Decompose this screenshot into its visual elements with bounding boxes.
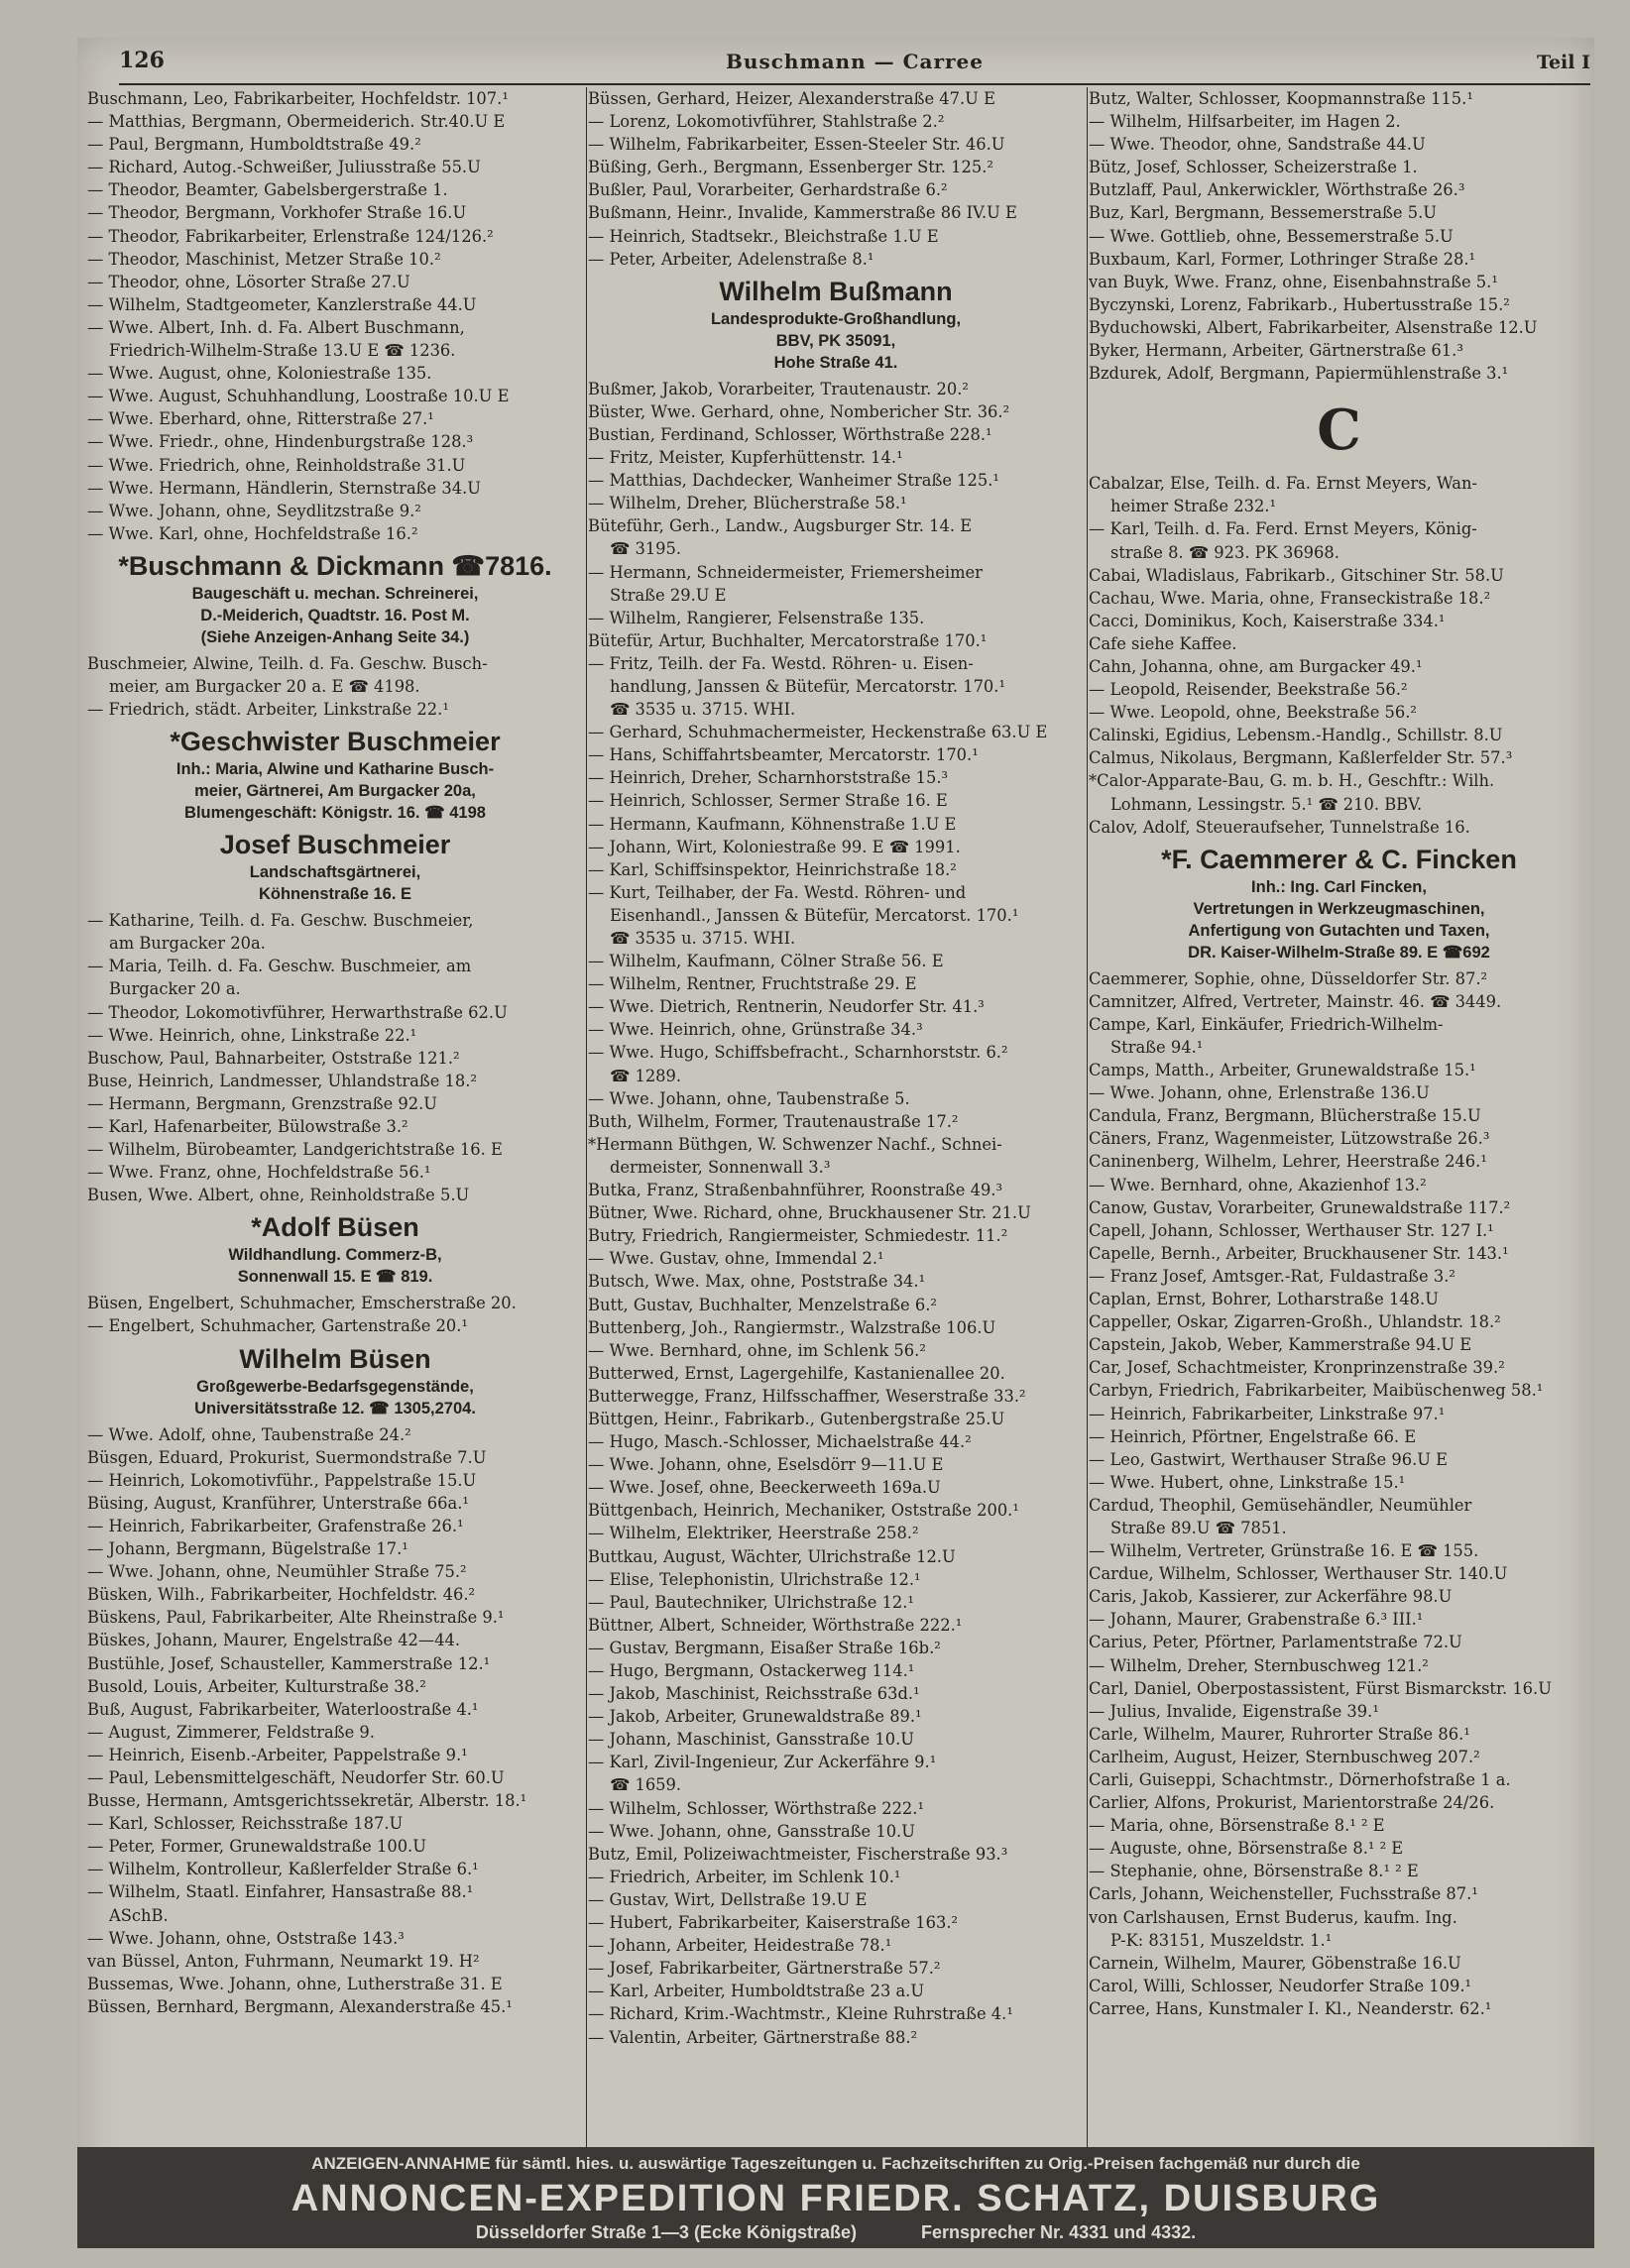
banner-line-3 (77, 2220, 1594, 2244)
directory-entry: Büskes, Johann, Maurer, Engelstraße 42—44. (87, 1631, 461, 1650)
directory-entry: — Karl, Schlosser, Reichsstraße 187.U (87, 1814, 404, 1834)
directory-entry: Büssen, Bernhard, Bergmann, Alexanderstraße 45.¹ (87, 1996, 513, 2016)
directory-entry-continuation: ☎ 3535 u. 3715. WHI. (610, 929, 796, 948)
directory-entry-continuation: ☎ 1289. (610, 1066, 682, 1085)
directory-entry-continuation: Friedrich-Wilhelm-Straße 13.U E ☎ 1236. (109, 341, 456, 361)
directory-entry: — Wilhelm, Kontrolleur, Kaßlerfelder Straße 6.¹ (87, 1860, 479, 1879)
directory-entry: — Johann, Arbeiter, Heidestraße 78.¹ (588, 1936, 892, 1956)
directory-entry: — Wwe. Friedrich, ohne, Reinholdstraße 31.U (87, 455, 466, 475)
directory-entry: Buttenberg, Joh., Rangiermstr., Walzstraße 106.U (588, 1317, 996, 1337)
directory-entry: — Wwe. Gustav, ohne, Immendal 2.¹ (588, 1249, 884, 1269)
directory-entry: — Heinrich, Lokomotivführ., Pappelstraße 15.U (87, 1470, 477, 1490)
directory-entry: — Wwe. Bernhard, ohne, im Schlenk 56.² (588, 1340, 926, 1360)
directory-entry: — Leopold, Reisender, Beekstraße 56.² (1089, 680, 1408, 700)
directory-entry: Car, Josef, Schachtmeister, Kronprinzenstraße 39.² (1089, 1358, 1505, 1378)
directory-entry: Büttgenbach, Heinrich, Mechaniker, Oststraße 200.¹ (588, 1501, 1019, 1521)
directory-entry: Butka, Franz, Straßenbahnführer, Roonstraße 49.³ (588, 1181, 1003, 1200)
directory-entry: — Lorenz, Lokomotivführer, Stahlstraße 2.² (588, 112, 945, 132)
business-advertisement (87, 1210, 583, 1288)
directory-entry-continuation: P-K: 83151, Muszeldstr. 1.¹ (1110, 1930, 1333, 1950)
directory-entry: — Hermann, Schneidermeister, Friemersheimer (588, 562, 983, 582)
directory-entry: — Maria, ohne, Börsenstraße 8.¹ ² E (1089, 1816, 1385, 1836)
column-2 (588, 87, 1084, 2149)
directory-entry: Calmus, Nikolaus, Bergmann, Kaßlerfelder Str. 57.³ (1089, 748, 1513, 768)
directory-entry: Canow, Gustav, Vorarbeiter, Grunewaldstraße 117.² (1089, 1197, 1511, 1217)
business-name: *Adolf Büsen (251, 1212, 419, 1243)
directory-entry: — Karl, Arbeiter, Humboldtstraße 23 a.U (588, 1982, 925, 2001)
directory-entry: Bußmer, Jakob, Vorarbeiter, Trautenaustr. 20.² (588, 379, 969, 398)
directory-entry: — Wwe. Johann, ohne, Seydlitzstraße 9.² (87, 501, 421, 520)
directory-entry: — Friedrich, städt. Arbeiter, Linkstraße 22.¹ (87, 700, 449, 720)
directory-entry: — Wilhelm, Rangierer, Felsenstraße 135. (588, 608, 925, 627)
directory-entry: Cabalzar, Else, Teilh. d. Fa. Ernst Meyers, Wan- (1089, 474, 1477, 494)
directory-entry: — Theodor, Lokomotivführer, Herwarthstraße 62.U (87, 1002, 508, 1022)
directory-entry: Bussemas, Wwe. Johann, ohne, Lutherstraße 31. E (87, 1974, 503, 1993)
directory-entry: Byduchowski, Albert, Fabrikarbeiter, Alsenstraße 12.U (1089, 317, 1538, 337)
directory-entry: Butterwegge, Franz, Hilfsschaffner, Weserstraße 33.² (588, 1386, 1026, 1406)
directory-entry: Carle, Wilhelm, Maurer, Ruhrorter Straße 86.¹ (1089, 1724, 1470, 1744)
directory-entry: — Wwe. Gottlieb, ohne, Bessemerstraße 5.U (1089, 226, 1454, 246)
directory-entry: — Wwe. Josef, ohne, Beeckerweeth 169a.U (588, 1478, 941, 1498)
directory-entry: Cacci, Dominikus, Koch, Kaiserstraße 334.¹ (1089, 611, 1446, 630)
directory-entry: Büster, Wwe. Gerhard, ohne, Nombericher Str. 36.² (588, 401, 1010, 421)
directory-entry: — Wwe. Johann, ohne, Gansstraße 10.U (588, 1821, 915, 1841)
directory-entry: Capelle, Bernh., Arbeiter, Bruckhausener Str. 143.¹ (1089, 1243, 1509, 1263)
directory-entry: Buschmann, Leo, Fabrikarbeiter, Hochfeldstr. 107.¹ (87, 89, 509, 108)
directory-entry: Candula, Franz, Bergmann, Blücherstraße 15.U (1089, 1106, 1481, 1126)
directory-entry: Butry, Friedrich, Rangiermeister, Schmiedestr. 11.² (588, 1226, 1008, 1246)
business-detail: Inh.: Maria, Alwine und Katharine Busch- (175, 760, 495, 779)
directory-entry: Buschmeier, Alwine, Teilh. d. Fa. Geschw. Busch- (87, 653, 488, 673)
directory-entry: — Franz Josef, Amtsger.-Rat, Fuldastraße 3.² (1089, 1266, 1455, 1286)
banner-line-1: ANZEIGEN-ANNAHME für sämtl. hies. u. auswärtige Tageszeitungen u. Fachzeitschriften zu Orig.-Preisen fachgemäß nur durch die (311, 2154, 1360, 2173)
directory-entry: — Maria, Teilh. d. Fa. Geschw. Buschmeier, am (87, 957, 472, 976)
directory-entry: Bzdurek, Adolf, Bergmann, Papiermühlenstraße 3.¹ (1089, 364, 1509, 384)
directory-entry: Calinski, Egidius, Lebensm.-Handlg., Schillstr. 8.U (1089, 726, 1503, 745)
business-detail: Baugeschäft u. mechan. Schreinerei, (191, 584, 479, 603)
directory-entry: — Wilhelm, Bürobeamter, Landgerichtstraße 16. E (87, 1140, 503, 1160)
directory-entry: — Wilhelm, Dreher, Blücherstraße 58.¹ (588, 494, 907, 513)
business-advertisement (87, 725, 583, 824)
directory-entry: Caris, Jakob, Kassierer, zur Ackerfähre 98.U (1089, 1587, 1453, 1607)
directory-entry: Buttkau, August, Wächter, Ulrichstraße 12.U (588, 1546, 956, 1566)
directory-entry: — Hugo, Bergmann, Ostackerweg 114.¹ (588, 1661, 915, 1680)
directory-entry: *Hermann Büthgen, W. Schwenzer Nachf., Schnei- (588, 1134, 1002, 1154)
directory-entry: — Katharine, Teilh. d. Fa. Geschw. Buschmeier, (87, 911, 474, 931)
directory-entry: — Gustav, Bergmann, Eisaßer Straße 16b.² (588, 1638, 941, 1657)
directory-entry: Bütner, Wwe. Richard, ohne, Bruckhausener Str. 21.U (588, 1203, 1031, 1223)
directory-entry: — Leo, Gastwirt, Werthauser Straße 96.U E (1089, 1449, 1449, 1469)
directory-entry: Büsken, Wilh., Fabrikarbeiter, Hochfeldstr. 46.² (87, 1585, 476, 1605)
directory-entry: — Wwe. August, Schuhhandlung, Loostraße 10.U E (87, 387, 510, 406)
business-advertisement (87, 1342, 583, 1419)
directory-entry: — Hubert, Fabrikarbeiter, Kaiserstraße 163.² (588, 1913, 959, 1933)
directory-entry: — Wwe. Adolf, ohne, Taubenstraße 24.² (87, 1424, 411, 1444)
directory-entry: Buse, Heinrich, Landmesser, Uhlandstraße 18.² (87, 1071, 477, 1090)
directory-entry: Cahn, Johanna, ohne, am Burgacker 49.¹ (1089, 656, 1423, 676)
directory-entry: Butt, Gustav, Buchhalter, Menzelstraße 6.² (588, 1295, 937, 1314)
directory-entry: — Heinrich, Dreher, Scharnhorststraße 15.³ (588, 768, 949, 788)
directory-entry: Büssen, Gerhard, Heizer, Alexanderstraße 47.U E (588, 89, 995, 108)
directory-entry: Capstein, Jakob, Weber, Kammerstraße 94.U E (1089, 1335, 1472, 1355)
business-detail: Landschaftsgärtnerei, (249, 863, 421, 882)
directory-entry: Bußmann, Heinr., Invalide, Kammerstraße 86 IV.U E (588, 203, 1017, 223)
page-number: 126 (119, 48, 165, 73)
directory-entry: Caemmerer, Sophie, ohne, Düsseldorfer Str. 87.² (1089, 968, 1488, 988)
directory-entry: — Wwe. Hugo, Schiffsbefracht., Scharnhorststr. 6.² (588, 1043, 1008, 1063)
directory-entry: Büsgen, Eduard, Prokurist, Suermondstraße 7.U (87, 1447, 487, 1467)
directory-entry: Büteführ, Gerh., Landw., Augsburger Str. 14. E (588, 516, 973, 536)
directory-entry: — Wilhelm, Dreher, Sternbuschweg 121.² (1089, 1655, 1429, 1675)
directory-entry: — Hugo, Masch.-Schlosser, Michaelstraße 44.² (588, 1432, 972, 1452)
directory-entry: — Wwe. Hermann, Händlerin, Sternstraße 34.U (87, 478, 481, 498)
directory-entry-continuation: dermeister, Sonnenwall 3.³ (610, 1157, 831, 1177)
directory-entry-continuation: Straße 29.U E (610, 585, 727, 605)
directory-entry: Carlier, Alfons, Prokurist, Marientorstraße 24/26. (1089, 1793, 1495, 1813)
directory-entry: Büskens, Paul, Fabrikarbeiter, Alte Rheinstraße 9.¹ (87, 1608, 505, 1628)
directory-entry: Camps, Matth., Arbeiter, Grunewaldstraße 15.¹ (1089, 1061, 1476, 1080)
directory-entry: — Wilhelm, Schlosser, Wörthstraße 222.¹ (588, 1798, 924, 1818)
directory-entry-continuation: Straße 89.U ☎ 7851. (1110, 1518, 1287, 1537)
banner-address: Düsseldorfer Straße 1—3 (Ecke Königstraße) (475, 2222, 857, 2242)
directory-entry: — Wwe. Johann, ohne, Neumühler Straße 75.² (87, 1562, 467, 1582)
directory-page (77, 38, 1594, 2248)
banner-line-2: ANNONCEN-EXPEDITION FRIEDR. SCHATZ, DUISBURG (291, 2178, 1381, 2219)
directory-entry: — Gustav, Wirt, Dellstraße 19.U E (588, 1889, 868, 1909)
directory-entry: — Kurt, Teilhaber, der Fa. Westd. Röhren- und (588, 882, 967, 902)
directory-entry: — Peter, Former, Grunewaldstraße 100.U (87, 1837, 426, 1857)
directory-entry: Busse, Hermann, Amtsgerichtssekretär, Alberstr. 18.¹ (87, 1791, 527, 1811)
directory-entry: — Karl, Schiffsinspektor, Heinrichstraße 18.² (588, 859, 957, 879)
directory-entry-continuation: ☎ 1659. (610, 1775, 682, 1795)
directory-entry: — Johann, Maschinist, Gansstraße 10.U (588, 1730, 915, 1750)
directory-entry: — Heinrich, Pförtner, Engelstraße 66. E (1089, 1426, 1417, 1446)
directory-entry: — Elise, Telephonistin, Ulrichstraße 12.¹ (588, 1569, 921, 1589)
business-name: Wilhelm Büsen (239, 1343, 431, 1374)
business-advertisement (87, 828, 583, 905)
directory-entry: — Heinrich, Fabrikarbeiter, Linkstraße 97.¹ (1089, 1404, 1446, 1423)
directory-entry: — Johann, Bergmann, Bügelstraße 17.¹ (87, 1539, 408, 1559)
directory-entry: — Wilhelm, Stadtgeometer, Kanzlerstraße 44.U (87, 294, 477, 314)
directory-entry: Cabai, Wladislaus, Fabrikarb., Gitschiner Str. 58.U (1089, 565, 1504, 585)
directory-entry: Busold, Louis, Arbeiter, Kulturstraße 38.² (87, 1676, 426, 1696)
directory-entry: — Wwe. Leopold, ohne, Beekstraße 56.² (1089, 703, 1417, 723)
directory-entry: Bütefür, Artur, Buchhalter, Mercatorstraße 170.¹ (588, 630, 988, 650)
business-detail: BBV, PK 35091, (775, 331, 896, 350)
business-detail: Vertretungen in Werkzeugmaschinen, (1193, 899, 1485, 918)
directory-entry: Bustühle, Josef, Schausteller, Kammerstraße 12.¹ (87, 1653, 491, 1673)
directory-entry: — Theodor, Bergmann, Vorkhofer Straße 16.U (87, 203, 467, 223)
directory-entry: Bütz, Josef, Schlosser, Scheizerstraße 1. (1089, 158, 1418, 177)
section-letter: C (1317, 397, 1361, 464)
business-detail: Landesprodukte-Großhandlung, (710, 309, 962, 328)
directory-entry: Buz, Karl, Bergmann, Bessemerstraße 5.U (1089, 203, 1437, 223)
directory-entry: — Wilhelm, Fabrikarbeiter, Essen-Steeler Str. 46.U (588, 135, 1005, 155)
directory-entry: — Wwe. Eberhard, ohne, Ritterstraße 27.¹ (87, 409, 434, 429)
directory-entry: — Wwe. Franz, ohne, Hochfeldstraße 56.¹ (87, 1163, 431, 1183)
directory-entry: — Heinrich, Eisenb.-Arbeiter, Pappelstraße 9.¹ (87, 1745, 468, 1764)
directory-entry: van Buyk, Wwe. Franz, ohne, Eisenbahnstraße 5.¹ (1089, 272, 1498, 291)
directory-entry: — Fritz, Meister, Kupferhüttenstr. 14.¹ (588, 448, 903, 468)
directory-entry: Carnein, Wilhelm, Maurer, Göbenstraße 16.U (1089, 1953, 1461, 1973)
directory-entry: — Wilhelm, Elektriker, Heerstraße 258.² (588, 1524, 919, 1543)
directory-entry: — Wilhelm, Staatl. Einfahrer, Hansastraße 88.¹ (87, 1882, 474, 1902)
business-name: Josef Buschmeier (219, 830, 451, 860)
directory-entry: Cardud, Theophil, Gemüsehändler, Neumühler (1089, 1495, 1472, 1515)
column-divider (586, 87, 587, 2149)
directory-entry: Camnitzer, Alfred, Vertreter, Mainstr. 46. ☎ 3449. (1089, 991, 1502, 1011)
directory-entry-continuation: ☎ 3535 u. 3715. WHI. (610, 700, 796, 720)
directory-entry: — Fritz, Teilh. der Fa. Westd. Röhren- u. Eisen- (588, 653, 974, 673)
directory-entry-continuation: Burgacker 20 a. (109, 979, 241, 999)
directory-entry: Calov, Adolf, Steueraufseher, Tunnelstraße 16. (1089, 817, 1470, 837)
business-detail: DR. Kaiser-Wilhelm-Straße 89. E ☎692 (1188, 943, 1490, 962)
business-detail: (Siehe Anzeigen-Anhang Seite 34.) (200, 627, 470, 646)
directory-entry: — August, Zimmerer, Feldstraße 9. (87, 1722, 375, 1742)
directory-entry: — Paul, Lebensmittelgeschäft, Neudorfer Str. 60.U (87, 1767, 505, 1787)
directory-entry: Buth, Wilhelm, Former, Trautenaustraße 17.² (588, 1111, 959, 1131)
directory-entry: Carree, Hans, Kunstmaler I. Kl., Neanderstr. 62.¹ (1089, 1998, 1492, 2018)
directory-entry: Butz, Emil, Polizeiwachtmeister, Fischerstraße 93.³ (588, 1844, 1008, 1864)
directory-entry: — Hans, Schiffahrtsbeamter, Mercatorstr. 170.¹ (588, 745, 979, 765)
column-3 (1089, 87, 1589, 2149)
directory-entry: Capell, Johann, Schlosser, Werthauser Str. 127 I.¹ (1089, 1220, 1494, 1240)
directory-entry: — Johann, Maurer, Grabenstraße 6.³ III.¹ (1089, 1610, 1424, 1630)
directory-entry: — Theodor, Fabrikarbeiter, Erlenstraße 124/126.² (87, 226, 494, 246)
banner-phone: Fernsprecher Nr. 4331 und 4332. (921, 2222, 1197, 2242)
directory-entry: Carls, Johann, Weichensteller, Fuchsstraße 87.¹ (1089, 1884, 1478, 1904)
directory-entry-continuation: meier, am Burgacker 20 a. E ☎ 4198. (109, 676, 420, 696)
directory-entry: Butsch, Wwe. Max, ohne, Poststraße 34.¹ (588, 1272, 926, 1292)
business-detail: Hohe Straße 41. (773, 353, 898, 372)
directory-entry: — Jakob, Maschinist, Reichsstraße 63d.¹ (588, 1684, 920, 1704)
directory-entry: — Paul, Bautechniker, Ulrichstraße 12.¹ (588, 1592, 914, 1612)
directory-entry: Cafe siehe Kaffee. (1089, 633, 1237, 653)
directory-entry: — Wwe. Heinrich, ohne, Grünstraße 34.³ (588, 1020, 923, 1040)
directory-entry: — Wwe. Dietrich, Rentnerin, Neudorfer Str. 41.³ (588, 997, 985, 1017)
directory-entry: Butz, Walter, Schlosser, Koopmannstraße 115.¹ (1089, 89, 1473, 108)
business-name: *Buschmann & Dickmann ☎7816. (118, 550, 552, 581)
directory-entry: — Karl, Zivil-Ingenieur, Zur Ackerfähre 9.¹ (588, 1753, 937, 1772)
business-detail: Universitätsstraße 12. ☎ 1305,2704. (194, 1399, 476, 1418)
directory-entry: Büsing, August, Kranführer, Unterstraße 66a.¹ (87, 1493, 469, 1513)
directory-entry: von Carlshausen, Ernst Buderus, kaufm. Ing. (1089, 1907, 1457, 1927)
directory-entry: Buxbaum, Karl, Former, Lothringer Straße 28.¹ (1089, 249, 1476, 269)
directory-entry-continuation: heimer Straße 232.¹ (1110, 497, 1277, 516)
directory-entry: — Engelbert, Schuhmacher, Gartenstraße 20.¹ (87, 1316, 468, 1336)
directory-entry: — Heinrich, Stadtsekr., Bleichstraße 1.U E (588, 226, 939, 246)
directory-entry-continuation: Straße 94.¹ (1110, 1038, 1204, 1057)
directory-entry: Bustian, Ferdinand, Schlosser, Wörthstraße 228.¹ (588, 424, 992, 444)
directory-entry: — Wwe. Johann, ohne, Taubenstraße 5. (588, 1088, 910, 1108)
directory-entry: — Richard, Krim.-Wachtmstr., Kleine Ruhrstraße 4.¹ (588, 2004, 1013, 2024)
directory-entry-continuation: ASchB. (109, 1905, 169, 1925)
directory-entry: — Matthias, Dachdecker, Wanheimer Straße 125.¹ (588, 471, 999, 491)
business-name: Wilhelm Bußmann (719, 276, 953, 306)
directory-entry: Campe, Karl, Einkäufer, Friedrich-Wilhelm- (1089, 1014, 1444, 1034)
directory-entry: — Heinrich, Schlosser, Sermer Straße 16. E (588, 791, 948, 811)
business-name: *Geschwister Buschmeier (170, 727, 501, 757)
directory-entry-continuation: am Burgacker 20a. (109, 934, 266, 954)
directory-entry: Carlheim, August, Heizer, Sternbuschweg 207.² (1089, 1747, 1480, 1766)
directory-entry: — Johann, Wirt, Koloniestraße 99. E ☎ 1991. (588, 837, 961, 856)
page-title: Buschmann — Carree (726, 50, 984, 73)
directory-entry: — Wilhelm, Hilfsarbeiter, im Hagen 2. (1089, 112, 1401, 132)
directory-entry: — Wwe. Albert, Inh. d. Fa. Albert Buschmann, (87, 317, 465, 337)
directory-entry: Buß, August, Fabrikarbeiter, Waterloostraße 4.¹ (87, 1699, 479, 1719)
directory-entry: — Wwe. Johann, ohne, Eselsdörr 9—11.U E (588, 1455, 944, 1475)
directory-entry: — Wwe. Karl, ohne, Hochfeldstraße 16.² (87, 523, 418, 543)
directory-entry: — Wwe. Heinrich, ohne, Linkstraße 22.¹ (87, 1025, 417, 1045)
directory-entry: — Wilhelm, Vertreter, Grünstraße 16. E ☎ 155. (1089, 1541, 1479, 1561)
directory-entry: Carl, Daniel, Oberpostassistent, Fürst Bismarckstr. 16.U (1089, 1678, 1552, 1698)
directory-entry: — Heinrich, Fabrikarbeiter, Grafenstraße 26.¹ (87, 1516, 464, 1535)
directory-entry: — Richard, Autog.-Schweißer, Juliusstraße 55.U (87, 158, 481, 177)
directory-entry: — Karl, Hafenarbeiter, Bülowstraße 3.² (87, 1117, 408, 1136)
directory-entry: — Julius, Invalide, Eigenstraße 39.¹ (1089, 1701, 1379, 1721)
business-name: *F. Caemmerer & C. Fincken (1161, 844, 1517, 874)
directory-entry-continuation: Lohmann, Lessingstr. 5.¹ ☎ 210. BBV. (1110, 794, 1423, 814)
directory-entry: — Wwe. Bernhard, ohne, Akazienhof 13.² (1089, 1175, 1427, 1194)
directory-entry: — Matthias, Bergmann, Obermeiderich. Str.40.U E (87, 112, 506, 132)
directory-entry: Byker, Hermann, Arbeiter, Gärtnerstraße 61.³ (1089, 341, 1463, 361)
directory-entry: — Wwe. Johann, ohne, Erlenstraße 136.U (1089, 1083, 1430, 1103)
advertisement-banner (77, 2147, 1594, 2248)
directory-entry: Cäners, Franz, Wagenmeister, Lützowstraße 26.³ (1089, 1129, 1490, 1149)
directory-entry: — Paul, Bergmann, Humboldtstraße 49.² (87, 135, 421, 155)
column-divider (1087, 87, 1088, 2149)
business-detail: D.-Meiderich, Quadtstr. 16. Post M. (200, 606, 470, 624)
directory-entry: — Friedrich, Arbeiter, im Schlenk 10.¹ (588, 1867, 901, 1886)
directory-entry: Büsen, Engelbert, Schuhmacher, Emscherstraße 20. (87, 1294, 517, 1313)
business-advertisement (1089, 843, 1589, 964)
directory-entry: Caninenberg, Wilhelm, Lehrer, Heerstraße 246.¹ (1089, 1152, 1487, 1172)
business-detail: Anfertigung von Gutachten und Taxen, (1188, 921, 1490, 940)
directory-entry: — Wilhelm, Kaufmann, Cölner Straße 56. E (588, 952, 944, 971)
business-detail: Inh.: Ing. Carl Fincken, (1251, 877, 1427, 896)
directory-entry: Butterwed, Ernst, Lagergehilfe, Kastanienallee 20. (588, 1363, 1005, 1383)
directory-entry: — Theodor, Maschinist, Metzer Straße 10.² (87, 249, 441, 269)
directory-entry: — Valentin, Arbeiter, Gärtnerstraße 88.² (588, 2027, 918, 2047)
business-detail: Blumengeschäft: Königstr. 16. ☎ 4198 (184, 804, 486, 823)
directory-entry: Bußler, Paul, Vorarbeiter, Gerhardstraße 6.² (588, 180, 948, 200)
directory-entry: Carius, Peter, Pförtner, Parlamentstraße 72.U (1089, 1633, 1462, 1652)
directory-entry: Busen, Wwe. Albert, ohne, Reinholdstraße 5.U (87, 1186, 470, 1205)
page-part: Teil I (1537, 52, 1590, 73)
directory-entry: Buschow, Paul, Bahnarbeiter, Oststraße 121.² (87, 1048, 460, 1068)
directory-entry: — Wwe. Theodor, ohne, Sandstraße 44.U (1089, 135, 1426, 155)
directory-entry: — Gerhard, Schuhmachermeister, Heckenstraße 63.U E (588, 723, 1048, 742)
directory-entry: — Hermann, Kaufmann, Köhnenstraße 1.U E (588, 814, 957, 834)
directory-entry-continuation: Eisenhandl., Janssen & Bütefür, Mercatorst. 170.¹ (610, 905, 1019, 925)
directory-entry: — Stephanie, ohne, Börsenstraße 8.¹ ² E (1089, 1862, 1419, 1881)
directory-entry: Carol, Willi, Schlosser, Neudorfer Straße 109.¹ (1089, 1976, 1472, 1995)
directory-entry-continuation: straße 8. ☎ 923. PK 36968. (1110, 542, 1339, 562)
directory-entry-continuation: ☎ 3195. (610, 539, 682, 559)
directory-entry: Cappeller, Oskar, Zigarren-Großh., Uhlandstr. 18.² (1089, 1312, 1501, 1332)
directory-entry: Cardue, Wilhelm, Schlosser, Werthauser Str. 140.U (1089, 1564, 1508, 1584)
page-header (119, 42, 1590, 85)
directory-entry: — Wwe. Hubert, ohne, Linkstraße 15.¹ (1089, 1472, 1406, 1492)
directory-entry: — Theodor, ohne, Lösorter Straße 27.U (87, 272, 410, 291)
directory-entry: Cachau, Wwe. Maria, ohne, Franseckistraße 18.² (1089, 588, 1491, 608)
business-detail: Großgewerbe-Bedarfsgegenstände, (196, 1377, 474, 1396)
directory-entry: — Wilhelm, Rentner, Fruchtstraße 29. E (588, 974, 917, 994)
business-detail: Wildhandlung. Commerz-B, (228, 1246, 442, 1265)
directory-entry: — Wwe. Johann, ohne, Oststraße 143.³ (87, 1928, 405, 1948)
directory-entry: — Wwe. Friedr., ohne, Hindenburgstraße 128.³ (87, 432, 474, 452)
business-advertisement (588, 275, 1084, 374)
directory-entry: van Büssel, Anton, Fuhrmann, Neumarkt 19. H² (87, 1951, 480, 1971)
directory-entry: — Jakob, Arbeiter, Grunewaldstraße 89.¹ (588, 1707, 922, 1727)
directory-entry: Büßing, Gerh., Bergmann, Essenberger Str. 125.² (588, 158, 993, 177)
column-1 (87, 87, 583, 2149)
directory-entry: — Karl, Teilh. d. Fa. Ferd. Ernst Meyers, König- (1089, 519, 1477, 539)
directory-entry: *Calor-Apparate-Bau, G. m. b. H., Geschftr.: Wilh. (1089, 771, 1495, 791)
directory-entry: — Hermann, Bergmann, Grenzstraße 92.U (87, 1093, 437, 1113)
business-advertisement (87, 549, 583, 648)
directory-entry: — Josef, Fabrikarbeiter, Gärtnerstraße 57.² (588, 1959, 941, 1979)
directory-entry: — Peter, Arbeiter, Adelenstraße 8.¹ (588, 249, 874, 269)
directory-entry: Carbyn, Friedrich, Fabrikarbeiter, Maibüschenweg 58.¹ (1089, 1381, 1544, 1401)
directory-entry: — Theodor, Beamter, Gabelsbergerstraße 1. (87, 180, 448, 200)
directory-entry: Caplan, Ernst, Bohrer, Lotharstraße 148.U (1089, 1290, 1439, 1309)
directory-entry: Büttgen, Heinr., Fabrikarb., Gutenbergstraße 25.U (588, 1409, 1005, 1428)
business-detail: meier, Gärtnerei, Am Burgacker 20a, (194, 782, 476, 801)
business-detail: Köhnenstraße 16. E (258, 885, 412, 904)
directory-entry: Büttner, Albert, Schneider, Wörthstraße 222.¹ (588, 1615, 963, 1635)
directory-entry: — Auguste, ohne, Börsenstraße 8.¹ ² E (1089, 1839, 1404, 1859)
directory-entry: Byczynski, Lorenz, Fabrikarb., Hubertusstraße 15.² (1089, 294, 1510, 314)
directory-entry: Carli, Guiseppi, Schachtmstr., Dörnerhofstraße 1 a. (1089, 1770, 1511, 1789)
directory-entry: Butzlaff, Paul, Ankerwickler, Wörthstraße 26.³ (1089, 180, 1465, 200)
business-detail: Sonnenwall 15. E ☎ 819. (237, 1268, 433, 1287)
directory-entry-continuation: handlung, Janssen & Bütefür, Mercatorstr. 170.¹ (610, 676, 1005, 696)
directory-entry: — Wwe. August, ohne, Koloniestraße 135. (87, 364, 432, 384)
